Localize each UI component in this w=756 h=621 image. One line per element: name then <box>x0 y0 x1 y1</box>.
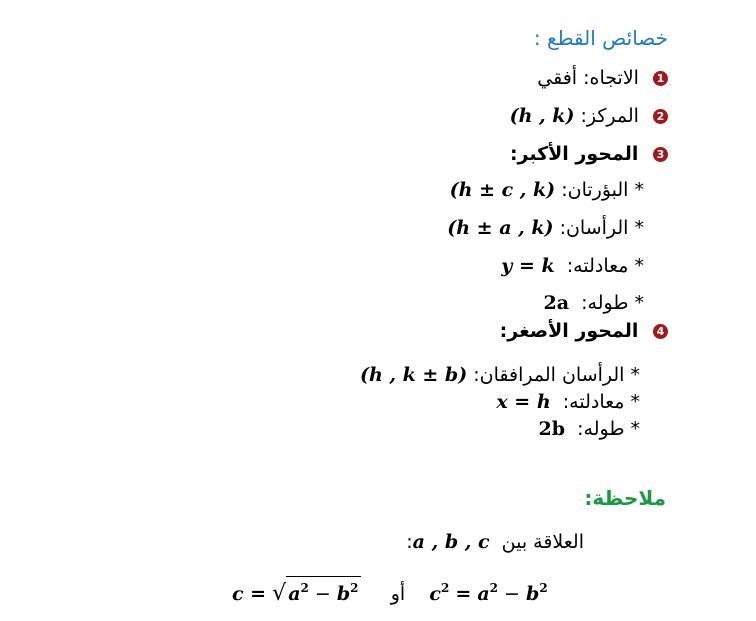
major-foci: (h ± c , k) * البؤرتان: <box>449 179 644 201</box>
major-axis-label: المحور الأكبر: <box>509 143 639 165</box>
major-equation: y = k * معادلته: <box>501 255 644 277</box>
minor-length: 2b * طوله: <box>538 418 640 440</box>
direction-value: أفقي <box>537 67 578 89</box>
minor-axis-label: المحور الأصغر: <box>499 320 639 342</box>
bullet-4-icon: 4 <box>653 324 668 339</box>
item-major-axis <box>510 142 668 166</box>
bullet-3-icon: 3 <box>653 147 668 162</box>
major-length: 2a * طوله: <box>543 292 644 314</box>
major-vertices: (h ± a , k) * الرأسان: <box>447 217 644 239</box>
sqrt-icon: √ <box>272 581 287 606</box>
center-math: (h , k) <box>509 105 575 127</box>
note-formula <box>232 576 548 606</box>
radicand: $a^2 - b^2$ <box>286 576 360 605</box>
formula-lhs: c = <box>232 583 267 605</box>
or-word: أو <box>390 583 406 605</box>
section-title: خصائص القطع : <box>533 26 668 50</box>
note-heading: ملاحظة: <box>584 486 666 510</box>
formula-squared: $c^2 = a^2 - b^2$ <box>429 581 548 605</box>
center-label: المركز: <box>580 105 639 127</box>
item-center <box>510 104 668 128</box>
direction-label: الاتجاه: <box>583 67 639 89</box>
bullet-2-icon: 2 <box>653 109 668 124</box>
item-minor-axis <box>500 319 668 343</box>
note-relation: :a , b , c العلاقة بين <box>406 531 584 553</box>
bullet-1-icon: 1 <box>653 71 668 86</box>
minor-equation: x = h * معادلته: <box>496 391 640 413</box>
minor-covertices: (h , k ± b) * الرأسان المرافقان: <box>359 364 640 386</box>
item-direction <box>537 66 668 90</box>
